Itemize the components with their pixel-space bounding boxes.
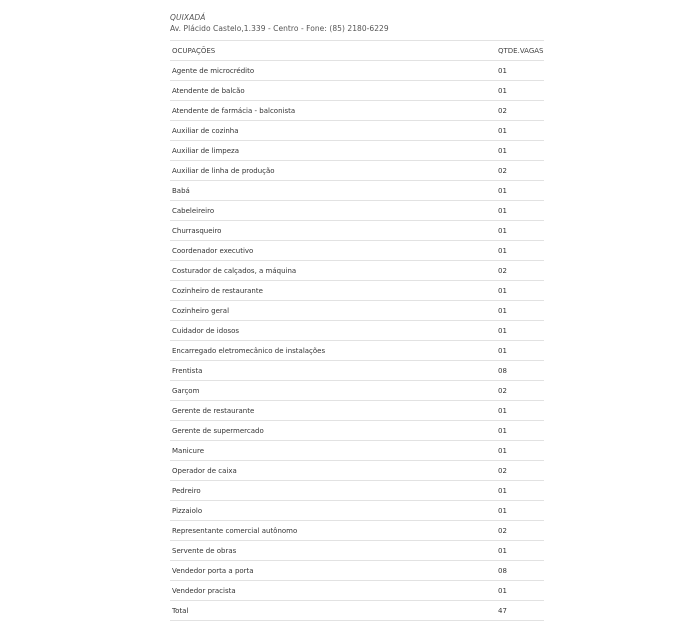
vacancies-cell: 01: [496, 201, 544, 221]
total-label: Total: [170, 601, 496, 621]
table-row: [170, 121, 544, 141]
total-row: [170, 601, 544, 621]
table-row: [170, 221, 544, 241]
table-row: [170, 241, 544, 261]
vacancies-cell: 02: [496, 381, 544, 401]
table-row: [170, 81, 544, 101]
vacancies-cell: 01: [496, 221, 544, 241]
header-row: [170, 41, 544, 61]
table-row: [170, 201, 544, 221]
vacancies-cell: 01: [496, 121, 544, 141]
vacancies-cell: 01: [496, 441, 544, 461]
vacancies-cell: 08: [496, 561, 544, 581]
table-row: [170, 261, 544, 281]
table-row: [170, 381, 544, 401]
vacancies-cell: 01: [496, 321, 544, 341]
vacancies-cell: 01: [496, 141, 544, 161]
occupation-cell: Gerente de restaurante: [170, 401, 496, 421]
vacancies-cell: 01: [496, 61, 544, 81]
occupation-cell: Churrasqueiro: [170, 221, 496, 241]
occupation-cell: Vendedor pracista: [170, 581, 496, 601]
vacancies-cell: 01: [496, 421, 544, 441]
vacancies-cell: 01: [496, 81, 544, 101]
occupation-cell: Coordenador executivo: [170, 241, 496, 261]
table-row: [170, 101, 544, 121]
table-row: [170, 461, 544, 481]
occupation-cell: Cabeleireiro: [170, 201, 496, 221]
vacancies-cell: 02: [496, 101, 544, 121]
vacancies-cell: 01: [496, 501, 544, 521]
occupation-cell: Pedreiro: [170, 481, 496, 501]
table-row: [170, 61, 544, 81]
vacancies-cell: 02: [496, 461, 544, 481]
occupation-cell: Costurador de calçados, a máquina: [170, 261, 496, 281]
occupation-cell: Cozinheiro de restaurante: [170, 281, 496, 301]
table-header: [170, 41, 544, 61]
vacancies-cell: 02: [496, 161, 544, 181]
vacancies-cell: 02: [496, 521, 544, 541]
occupation-cell: Babá: [170, 181, 496, 201]
table-row: [170, 501, 544, 521]
column-header-vacancies: QTDE.VAGAS: [496, 41, 544, 61]
vacancies-cell: 01: [496, 181, 544, 201]
occupation-cell: Agente de microcrédito: [170, 61, 496, 81]
occupation-cell: Servente de obras: [170, 541, 496, 561]
table-row: [170, 301, 544, 321]
city-name: QUIXADÁ: [170, 13, 206, 22]
occupation-cell: Atendente de farmácia - balconista: [170, 101, 496, 121]
table-row: [170, 421, 544, 441]
occupation-cell: Cozinheiro geral: [170, 301, 496, 321]
occupation-cell: Vendedor porta a porta: [170, 561, 496, 581]
vacancies-cell: 01: [496, 241, 544, 261]
occupation-cell: Auxiliar de limpeza: [170, 141, 496, 161]
occupation-cell: Frentista: [170, 361, 496, 381]
table-row: [170, 361, 544, 381]
table-row: [170, 321, 544, 341]
vacancies-cell: 08: [496, 361, 544, 381]
vacancies-table: [170, 40, 544, 621]
occupation-cell: Representante comercial autônomo: [170, 521, 496, 541]
table-row: [170, 441, 544, 461]
vacancies-cell: 01: [496, 481, 544, 501]
job-listing: [170, 12, 544, 621]
table-row: [170, 581, 544, 601]
occupation-cell: Operador de caixa: [170, 461, 496, 481]
table-row: [170, 401, 544, 421]
vacancies-cell: 02: [496, 261, 544, 281]
occupation-cell: Encarregado eletromecânico de instalações: [170, 341, 496, 361]
column-header-occupation: OCUPAÇÕES: [170, 41, 496, 61]
vacancies-cell: 01: [496, 301, 544, 321]
office-address: Av. Plácido Castelo,1.339 - Centro - Fone: (85) 2180-6229: [170, 24, 389, 33]
table-row: [170, 141, 544, 161]
occupation-cell: Atendente de balcão: [170, 81, 496, 101]
table-row: [170, 541, 544, 561]
occupation-cell: Garçom: [170, 381, 496, 401]
vacancies-cell: 01: [496, 401, 544, 421]
occupation-cell: Manicure: [170, 441, 496, 461]
vacancies-cell: 01: [496, 281, 544, 301]
table-row: [170, 341, 544, 361]
table-row: [170, 521, 544, 541]
vacancies-cell: 01: [496, 541, 544, 561]
table-row: [170, 281, 544, 301]
total-value: 47: [496, 601, 544, 621]
table-row: [170, 161, 544, 181]
occupation-cell: Cuidador de idosos: [170, 321, 496, 341]
vacancies-cell: 01: [496, 341, 544, 361]
occupation-cell: Auxiliar de cozinha: [170, 121, 496, 141]
vacancies-cell: 01: [496, 581, 544, 601]
occupation-cell: Auxiliar de linha de produção: [170, 161, 496, 181]
table-body: [170, 61, 544, 621]
table-row: [170, 181, 544, 201]
table-row: [170, 561, 544, 581]
occupation-cell: Pizzaiolo: [170, 501, 496, 521]
occupation-cell: Gerente de supermercado: [170, 421, 496, 441]
table-row: [170, 481, 544, 501]
